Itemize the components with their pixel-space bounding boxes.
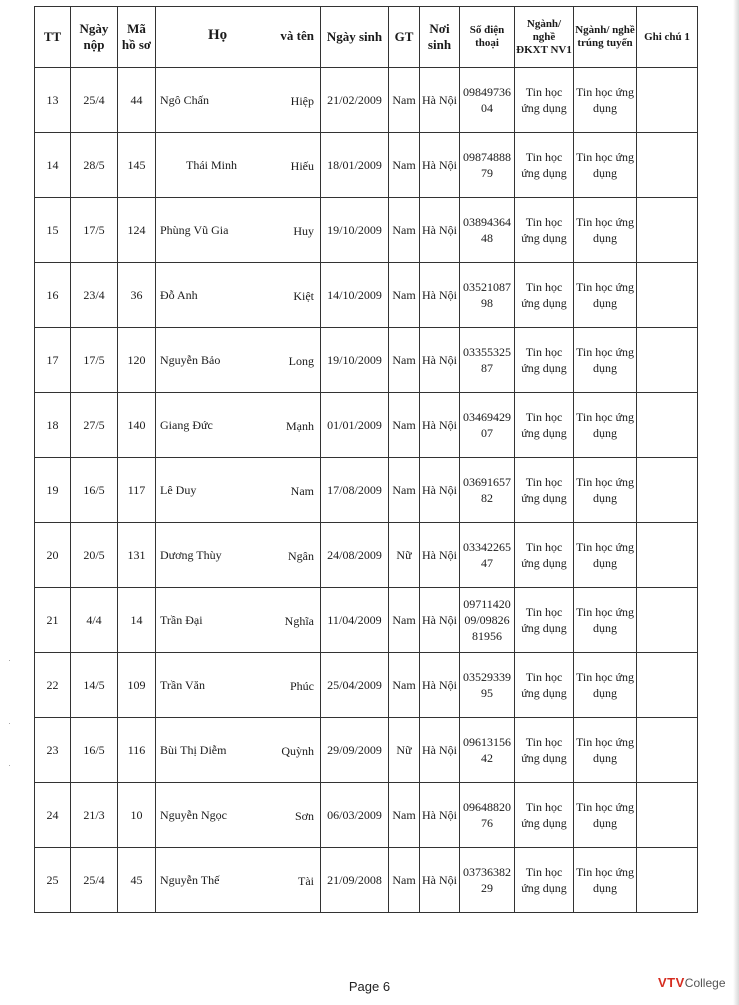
col-header-ngay-nop: Ngày nộp	[71, 7, 118, 68]
cell-ngay-sinh: 29/09/2009	[321, 718, 389, 783]
cell-ghi-chu	[637, 328, 698, 393]
cell-ten: Nam	[290, 484, 314, 498]
cell-nganh-trung-tuyen: Tin học ứng dụng	[574, 783, 637, 848]
cell-ghi-chu	[637, 718, 698, 783]
phone-line: 09849736	[463, 85, 511, 99]
cell-ho: Dương Thùy	[160, 548, 222, 562]
col-header-ngay-sinh: Ngày sinh	[321, 7, 389, 68]
cell-ho: Ngô Chấn	[160, 93, 209, 107]
cell-ngay-sinh: 17/08/2009	[321, 458, 389, 523]
cell-so-dien-thoai	[460, 848, 515, 913]
cell-gt: Nam	[389, 133, 420, 198]
cell-ngay-sinh: 24/08/2009	[321, 523, 389, 588]
cell-ngay-nop: 17/5	[71, 328, 118, 393]
margin-scan-mark: ·	[8, 655, 11, 665]
cell-noi-sinh: Hà Nội	[420, 523, 460, 588]
cell-nganh-dkxt: Tin học ứng dụng	[515, 133, 574, 198]
cell-ma-ho-so: 109	[118, 653, 156, 718]
phone-line: 09711420	[463, 597, 511, 611]
cell-so-dien-thoai	[460, 653, 515, 718]
cell-ngay-nop: 17/5	[71, 198, 118, 263]
cell-ho: Nguyễn Bảo	[160, 353, 221, 367]
cell-ghi-chu	[637, 198, 698, 263]
cell-nganh-dkxt: Tin học ứng dụng	[515, 328, 574, 393]
cell-ghi-chu	[637, 653, 698, 718]
cell-nganh-dkxt: Tin học ứng dụng	[515, 523, 574, 588]
cell-ma-ho-so: 44	[118, 68, 156, 133]
cell-nganh-dkxt: Tin học ứng dụng	[515, 263, 574, 328]
phone-line: 47	[481, 556, 493, 570]
cell-so-dien-thoai	[460, 718, 515, 783]
cell-tt: 15	[35, 198, 71, 263]
cell-nganh-trung-tuyen: Tin học ứng dụng	[574, 263, 637, 328]
cell-noi-sinh: Hà Nội	[420, 68, 460, 133]
cell-nganh-dkxt: Tin học ứng dụng	[515, 393, 574, 458]
cell-ho-ten	[156, 523, 321, 588]
cell-noi-sinh: Hà Nội	[420, 198, 460, 263]
cell-ho: Giang Đức	[160, 418, 213, 432]
cell-ho-ten	[156, 588, 321, 653]
cell-ten: Sơn	[294, 809, 314, 823]
cell-nganh-trung-tuyen: Tin học ứng dụng	[574, 523, 637, 588]
cell-tt: 14	[35, 133, 71, 198]
cell-ghi-chu	[637, 393, 698, 458]
col-header-ho-ten	[156, 7, 321, 68]
cell-so-dien-thoai	[460, 523, 515, 588]
phone-line: 42	[481, 751, 493, 765]
cell-ho-ten	[156, 263, 321, 328]
page-edge-shadow	[733, 0, 739, 1005]
cell-ngay-sinh: 11/04/2009	[321, 588, 389, 653]
vtv-logo-mark: VTV	[658, 975, 685, 990]
cell-tt: 25	[35, 848, 71, 913]
table-row	[35, 718, 698, 783]
cell-ngay-sinh: 25/04/2009	[321, 653, 389, 718]
cell-nganh-dkxt: Tin học ứng dụng	[515, 68, 574, 133]
cell-so-dien-thoai	[460, 68, 515, 133]
cell-ngay-nop: 21/3	[71, 783, 118, 848]
cell-so-dien-thoai	[460, 133, 515, 198]
cell-nganh-dkxt: Tin học ứng dụng	[515, 198, 574, 263]
table-row	[35, 198, 698, 263]
col-header-va-ten: và tên	[280, 28, 314, 43]
phone-line: 09613156	[463, 735, 511, 749]
cell-ngay-nop: 28/5	[71, 133, 118, 198]
phone-line: 81956	[472, 629, 502, 643]
cell-gt: Nam	[389, 68, 420, 133]
cell-nganh-trung-tuyen: Tin học ứng dụng	[574, 198, 637, 263]
cell-ten: Nghĩa	[284, 614, 314, 628]
cell-tt: 19	[35, 458, 71, 523]
cell-ngay-sinh: 21/02/2009	[321, 68, 389, 133]
phone-line: 09874888	[463, 150, 511, 164]
table-row	[35, 653, 698, 718]
cell-noi-sinh: Hà Nội	[420, 653, 460, 718]
phone-line: 07	[481, 426, 493, 440]
cell-tt: 16	[35, 263, 71, 328]
phone-line: 03521087	[463, 280, 511, 294]
cell-ngay-nop: 4/4	[71, 588, 118, 653]
cell-ngay-sinh: 21/09/2008	[321, 848, 389, 913]
cell-ghi-chu	[637, 263, 698, 328]
phone-line: 79	[481, 166, 493, 180]
cell-ma-ho-so: 140	[118, 393, 156, 458]
cell-ngay-sinh: 18/01/2009	[321, 133, 389, 198]
cell-ngay-sinh: 06/03/2009	[321, 783, 389, 848]
cell-gt: Nam	[389, 328, 420, 393]
cell-noi-sinh: Hà Nội	[420, 458, 460, 523]
cell-so-dien-thoai	[460, 263, 515, 328]
cell-ma-ho-so: 14	[118, 588, 156, 653]
cell-ma-ho-so: 117	[118, 458, 156, 523]
cell-ten: Huy	[293, 224, 314, 238]
cell-ho-ten	[156, 848, 321, 913]
cell-ma-ho-so: 120	[118, 328, 156, 393]
table-row	[35, 523, 698, 588]
cell-gt: Nam	[389, 198, 420, 263]
table-row	[35, 263, 698, 328]
col-header-ho: Họ	[208, 27, 228, 43]
cell-ngay-nop: 25/4	[71, 68, 118, 133]
cell-ten: Ngân	[288, 549, 314, 563]
cell-gt: Nam	[389, 783, 420, 848]
cell-ho-ten	[156, 653, 321, 718]
cell-ten: Phúc	[290, 679, 314, 693]
phone-line: 03469429	[463, 410, 511, 424]
phone-line: 48	[481, 231, 493, 245]
cell-noi-sinh: Hà Nội	[420, 848, 460, 913]
cell-gt: Nam	[389, 263, 420, 328]
cell-ngay-nop: 20/5	[71, 523, 118, 588]
cell-ma-ho-so: 45	[118, 848, 156, 913]
table-header-row	[35, 7, 698, 68]
cell-ho: Phùng Vũ Gia	[160, 223, 229, 237]
phone-line: 09/09826	[464, 613, 510, 627]
cell-ngay-sinh: 01/01/2009	[321, 393, 389, 458]
phone-line: 95	[481, 686, 493, 700]
table-row	[35, 783, 698, 848]
cell-ngay-nop: 16/5	[71, 458, 118, 523]
phone-line: 98	[481, 296, 493, 310]
col-header-noi-sinh: Nơi sinh	[420, 7, 460, 68]
table-row	[35, 848, 698, 913]
cell-tt: 20	[35, 523, 71, 588]
page-number: Page 6	[348, 979, 391, 994]
cell-ho-ten	[156, 133, 321, 198]
cell-nganh-trung-tuyen: Tin học ứng dụng	[574, 718, 637, 783]
cell-ngay-nop: 14/5	[71, 653, 118, 718]
cell-ten: Kiệt	[293, 289, 314, 303]
cell-ma-ho-so: 145	[118, 133, 156, 198]
cell-ho: Đỗ Anh	[160, 288, 198, 302]
phone-line: 09648820	[463, 800, 511, 814]
cell-ten: Quỳnh	[281, 744, 314, 758]
cell-ma-ho-so: 124	[118, 198, 156, 263]
cell-ma-ho-so: 36	[118, 263, 156, 328]
phone-line: 76	[481, 816, 493, 830]
table-row	[35, 458, 698, 523]
cell-ten: Tài	[298, 874, 314, 888]
cell-ten: Mạnh	[286, 419, 314, 433]
cell-nganh-trung-tuyen: Tin học ứng dụng	[574, 848, 637, 913]
col-header-ma-ho-so: Mã hồ sơ	[118, 7, 156, 68]
cell-tt: 13	[35, 68, 71, 133]
cell-nganh-dkxt: Tin học ứng dụng	[515, 653, 574, 718]
cell-ho: Lê Duy	[160, 483, 197, 497]
table-row	[35, 328, 698, 393]
cell-so-dien-thoai	[460, 588, 515, 653]
cell-gt: Nữ	[389, 718, 420, 783]
cell-nganh-trung-tuyen: Tin học ứng dụng	[574, 133, 637, 198]
cell-ngay-nop: 16/5	[71, 718, 118, 783]
applicant-table	[34, 6, 698, 913]
phone-line: 03355325	[463, 345, 511, 359]
cell-ho: Nguyễn Thế	[160, 873, 220, 887]
cell-gt: Nam	[389, 458, 420, 523]
cell-tt: 23	[35, 718, 71, 783]
cell-ten: Hiệp	[290, 94, 314, 108]
phone-line: 87	[481, 361, 493, 375]
cell-so-dien-thoai	[460, 328, 515, 393]
cell-nganh-dkxt: Tin học ứng dụng	[515, 783, 574, 848]
cell-nganh-trung-tuyen: Tin học ứng dụng	[574, 393, 637, 458]
cell-gt: Nam	[389, 588, 420, 653]
table-row	[35, 393, 698, 458]
margin-scan-mark: ·	[8, 760, 11, 770]
col-header-nganh-trung-tuyen: Ngành/ nghề trúng tuyển	[574, 7, 637, 68]
cell-ma-ho-so: 116	[118, 718, 156, 783]
cell-nganh-dkxt: Tin học ứng dụng	[515, 848, 574, 913]
cell-gt: Nam	[389, 653, 420, 718]
cell-nganh-trung-tuyen: Tin học ứng dụng	[574, 458, 637, 523]
cell-gt: Nữ	[389, 523, 420, 588]
cell-nganh-dkxt: Tin học ứng dụng	[515, 588, 574, 653]
cell-ho: Trần Văn	[160, 678, 206, 692]
cell-ngay-nop: 23/4	[71, 263, 118, 328]
cell-ho-ten	[156, 458, 321, 523]
cell-ho: Trần Đại	[160, 613, 203, 627]
cell-ghi-chu	[637, 588, 698, 653]
col-header-tt: TT	[35, 7, 71, 68]
cell-noi-sinh: Hà Nội	[420, 328, 460, 393]
cell-ma-ho-so: 10	[118, 783, 156, 848]
cell-so-dien-thoai	[460, 458, 515, 523]
cell-ho-ten	[156, 68, 321, 133]
col-header-so-dien-thoai: Số điện thoại	[460, 7, 515, 68]
cell-ngay-sinh: 19/10/2009	[321, 328, 389, 393]
cell-ngay-nop: 27/5	[71, 393, 118, 458]
cell-tt: 17	[35, 328, 71, 393]
cell-tt: 22	[35, 653, 71, 718]
col-header-ghi-chu: Ghi chú 1	[637, 7, 698, 68]
cell-ghi-chu	[637, 458, 698, 523]
cell-nganh-trung-tuyen: Tin học ứng dụng	[574, 68, 637, 133]
cell-ghi-chu	[637, 133, 698, 198]
cell-noi-sinh: Hà Nội	[420, 718, 460, 783]
cell-ho: Thái Minh	[186, 158, 237, 172]
cell-ho: Nguyễn Ngọc	[160, 808, 227, 822]
cell-noi-sinh: Hà Nội	[420, 133, 460, 198]
cell-so-dien-thoai	[460, 198, 515, 263]
cell-ho-ten	[156, 198, 321, 263]
table-row	[35, 133, 698, 198]
cell-nganh-dkxt: Tin học ứng dụng	[515, 718, 574, 783]
table-body	[35, 68, 698, 913]
cell-gt: Nam	[389, 393, 420, 458]
cell-ghi-chu	[637, 848, 698, 913]
cell-noi-sinh: Hà Nội	[420, 588, 460, 653]
cell-gt: Nam	[389, 848, 420, 913]
cell-ngay-sinh: 14/10/2009	[321, 263, 389, 328]
table-row	[35, 68, 698, 133]
cell-ma-ho-so: 131	[118, 523, 156, 588]
cell-ten: Hiếu	[290, 159, 314, 173]
cell-tt: 21	[35, 588, 71, 653]
cell-ho-ten	[156, 783, 321, 848]
cell-ngay-nop: 25/4	[71, 848, 118, 913]
phone-line: 04	[481, 101, 493, 115]
cell-noi-sinh: Hà Nội	[420, 783, 460, 848]
cell-so-dien-thoai	[460, 393, 515, 458]
phone-line: 03894364	[463, 215, 511, 229]
phone-line: 03736382	[463, 865, 511, 879]
phone-line: 29	[481, 881, 493, 895]
phone-line: 03691657	[463, 475, 511, 489]
cell-ho-ten	[156, 393, 321, 458]
phone-line: 82	[481, 491, 493, 505]
cell-ghi-chu	[637, 68, 698, 133]
cell-ghi-chu	[637, 783, 698, 848]
margin-scan-mark: ·	[8, 718, 11, 728]
cell-nganh-trung-tuyen: Tin học ứng dụng	[574, 653, 637, 718]
phone-line: 03529339	[463, 670, 511, 684]
col-header-nganh-dkxt: Ngành/ nghề ĐKXT NV1	[515, 7, 574, 68]
cell-noi-sinh: Hà Nội	[420, 393, 460, 458]
cell-nganh-trung-tuyen: Tin học ứng dụng	[574, 328, 637, 393]
cell-ten: Long	[288, 354, 314, 368]
col-header-gt: GT	[389, 7, 420, 68]
cell-tt: 24	[35, 783, 71, 848]
cell-ho: Bùi Thị Diễm	[160, 743, 227, 757]
vtv-college-logo	[658, 974, 726, 992]
cell-so-dien-thoai	[460, 783, 515, 848]
cell-tt: 18	[35, 393, 71, 458]
cell-noi-sinh: Hà Nội	[420, 263, 460, 328]
college-wordmark: College	[684, 976, 726, 990]
cell-ho-ten	[156, 328, 321, 393]
cell-nganh-trung-tuyen: Tin học ứng dụng	[574, 588, 637, 653]
phone-line: 03342265	[463, 540, 511, 554]
cell-ho-ten	[156, 718, 321, 783]
cell-nganh-dkxt: Tin học ứng dụng	[515, 458, 574, 523]
cell-ngay-sinh: 19/10/2009	[321, 198, 389, 263]
cell-ghi-chu	[637, 523, 698, 588]
table-row	[35, 588, 698, 653]
